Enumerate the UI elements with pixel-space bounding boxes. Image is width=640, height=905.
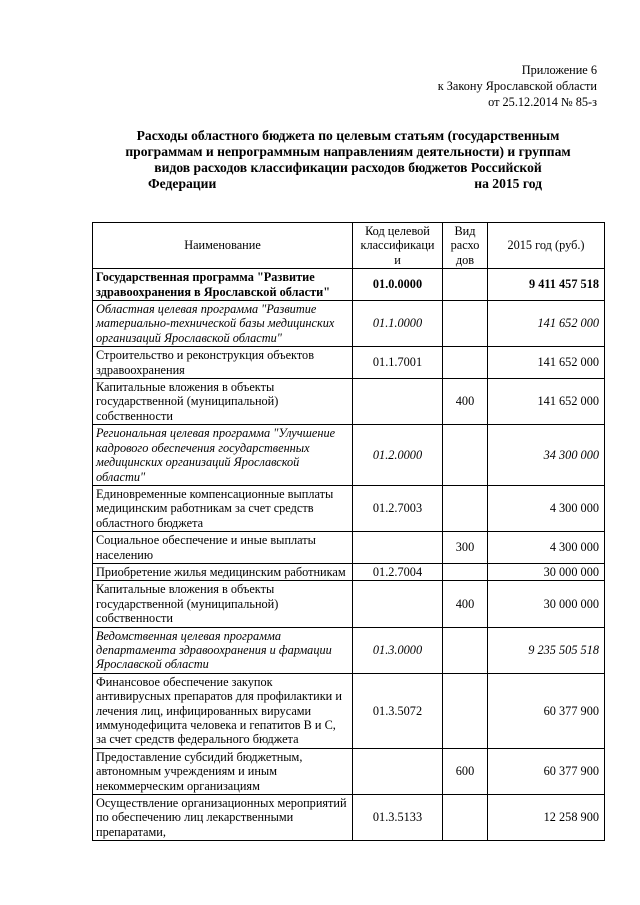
row-code: 01.2.7004 <box>353 563 443 580</box>
table-row <box>93 673 605 748</box>
row-vid <box>443 347 488 379</box>
row-vid <box>443 627 488 673</box>
appendix-line: к Закону Ярославской области <box>437 79 597 93</box>
row-amount: 9 235 505 518 <box>488 627 605 673</box>
table-row <box>93 269 605 301</box>
title-line-part: на 2015 год <box>474 176 542 191</box>
row-vid <box>443 485 488 531</box>
row-amount: 34 300 000 <box>488 425 605 486</box>
table-row <box>93 795 605 841</box>
row-code: 01.3.0000 <box>353 627 443 673</box>
row-code: 01.2.0000 <box>353 425 443 486</box>
table-body <box>93 269 605 841</box>
table-row <box>93 563 605 580</box>
row-amount: 141 652 000 <box>488 301 605 347</box>
row-vid: 300 <box>443 532 488 564</box>
title-line-part: Федерации <box>148 176 217 191</box>
row-amount: 141 652 000 <box>488 347 605 379</box>
header-vid: Вид расхо дов <box>443 223 488 269</box>
row-vid <box>443 269 488 301</box>
table-row <box>93 301 605 347</box>
row-amount: 30 000 000 <box>488 563 605 580</box>
title-line: видов расходов классификации расходов бюджетов Российской <box>154 160 542 175</box>
row-name: Социальное обеспечение и иные выплаты населению <box>93 532 353 564</box>
row-name: Финансовое обеспечение закупок антивирусных препаратов для профилактики и лечения лиц, инфицированных вирусами иммунодефицита человека и гепатитов В и С, за счет средств федерального бюджета <box>93 673 353 748</box>
appendix-line: от 25.12.2014 № 85-з <box>488 95 597 109</box>
header-year: 2015 год (руб.) <box>488 223 605 269</box>
title-line: Расходы областного бюджета по целевым статьям (государственным <box>136 128 560 143</box>
row-name: Приобретение жилья медицинским работникам <box>93 563 353 580</box>
row-amount: 12 258 900 <box>488 795 605 841</box>
row-name: Единовременные компенсационные выплаты медицинским работникам за счет средств областного бюджета <box>93 485 353 531</box>
row-name: Областная целевая программа "Развитие материально-технической базы медицинских организаций Ярославской области" <box>93 301 353 347</box>
row-code: 01.0.0000 <box>353 269 443 301</box>
row-name: Строительство и реконструкция объектов здравоохранения <box>93 347 353 379</box>
table-row <box>93 347 605 379</box>
row-code <box>353 748 443 794</box>
row-name: Государственная программа "Развитие здравоохранения в Ярославской области" <box>93 269 353 301</box>
row-vid: 600 <box>443 748 488 794</box>
row-amount: 60 377 900 <box>488 673 605 748</box>
row-code <box>353 532 443 564</box>
row-code: 01.3.5133 <box>353 795 443 841</box>
row-code <box>353 379 443 425</box>
table-header-row <box>93 223 605 269</box>
row-vid <box>443 563 488 580</box>
row-name: Региональная целевая программа "Улучшение кадрового обеспечения государственных медицинских организаций Ярославской области" <box>93 425 353 486</box>
table-row <box>93 425 605 486</box>
document-title <box>92 128 604 192</box>
row-vid <box>443 301 488 347</box>
row-code: 01.1.7001 <box>353 347 443 379</box>
appendix-note <box>438 62 597 110</box>
row-amount: 60 377 900 <box>488 748 605 794</box>
row-amount: 4 300 000 <box>488 532 605 564</box>
table-row <box>93 748 605 794</box>
title-line: программам и непрограммным направлениям деятельности) и группам <box>125 144 571 159</box>
row-code: 01.1.0000 <box>353 301 443 347</box>
header-name: Наименование <box>93 223 353 269</box>
table-row <box>93 627 605 673</box>
appendix-line: Приложение 6 <box>521 63 597 77</box>
row-name: Ведомственная целевая программа департамента здравоохранения и фармации Ярославской области <box>93 627 353 673</box>
row-vid: 400 <box>443 379 488 425</box>
row-code <box>353 581 443 627</box>
table-row <box>93 379 605 425</box>
row-name: Осуществление организационных мероприятий по обеспечению лиц лекарственными препаратами, <box>93 795 353 841</box>
row-vid <box>443 795 488 841</box>
row-amount: 4 300 000 <box>488 485 605 531</box>
header-code: Код целевой классификаци и <box>353 223 443 269</box>
table-row <box>93 485 605 531</box>
row-vid <box>443 425 488 486</box>
row-vid: 400 <box>443 581 488 627</box>
row-amount: 141 652 000 <box>488 379 605 425</box>
row-amount: 30 000 000 <box>488 581 605 627</box>
row-vid <box>443 673 488 748</box>
budget-table <box>92 222 605 841</box>
table-row <box>93 581 605 627</box>
row-amount: 9 411 457 518 <box>488 269 605 301</box>
row-code: 01.3.5072 <box>353 673 443 748</box>
table-row <box>93 532 605 564</box>
title-line <box>92 176 604 192</box>
row-name: Капитальные вложения в объекты государственной (муниципальной) собственности <box>93 581 353 627</box>
row-code: 01.2.7003 <box>353 485 443 531</box>
row-name: Предоставление субсидий бюджетным, автономным учреждениям и иным некоммерческим организациям <box>93 748 353 794</box>
row-name: Капитальные вложения в объекты государственной (муниципальной) собственности <box>93 379 353 425</box>
